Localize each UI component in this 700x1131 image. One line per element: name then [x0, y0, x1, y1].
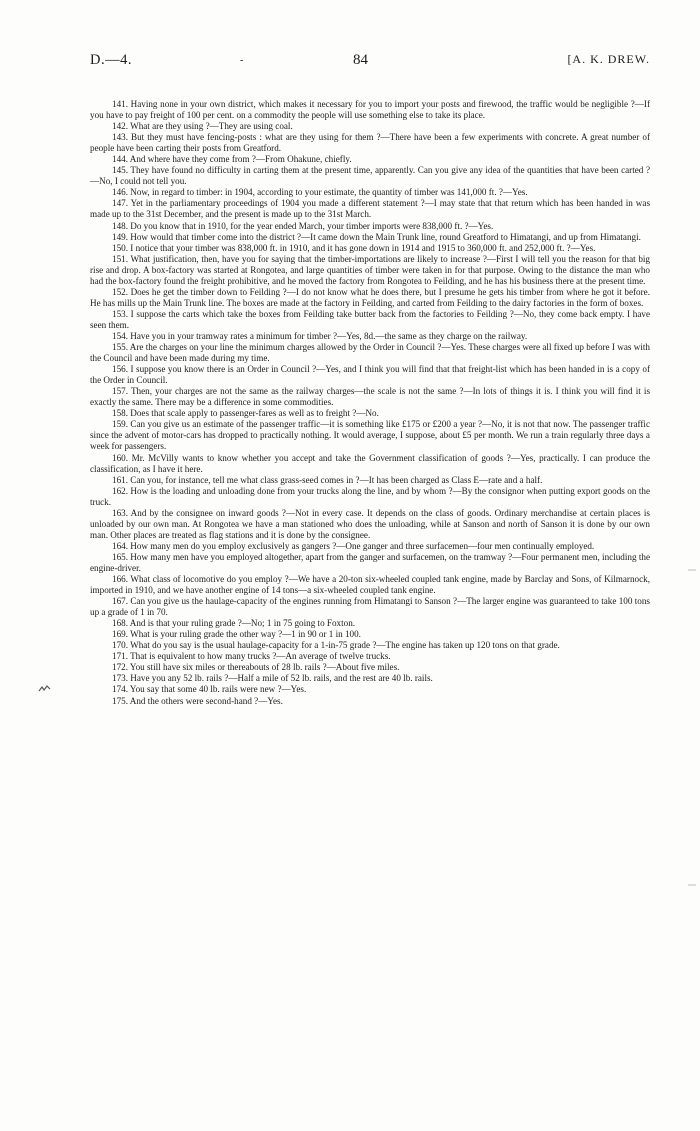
- paragraph-171: 171. That is equivalent to how many trucks ?—An average of twelve trucks.: [112, 651, 391, 662]
- paragraph-148: 148. Do you know that in 1910, for the year ended March, your timber imports were 838,000 ft. ?—Yes.: [112, 220, 494, 231]
- paragraph-143: 143. But they must have fencing-posts : what are they using for them ?—There have been a few experiments with concrete. A great number of people have been carting their posts from Greatford.: [90, 132, 650, 154]
- paragraph-156: 156. I suppose you know there is an Order in Council ?—Yes, and I think you will find that that freight-list which has been handed in is a copy of the Order in Council.: [90, 364, 650, 386]
- header-dash: -: [240, 55, 244, 66]
- paragraph-162: 162. How is the loading and unloading done from your trucks along the line, and by whom ?—By the consignor when putting export goods on the truck.: [90, 485, 650, 507]
- paragraph-161: 161. Can you, for instance, tell me what class grass-seed comes in ?—It has been charged as Class E—rate and a half.: [112, 474, 543, 485]
- paragraph-146: 146. Now, in regard to timber: in 1904, according to your estimate, the quantity of timber was 141,000 ft. ?—Yes.: [112, 187, 528, 198]
- paragraph-159: 159. Can you give us an estimate of the passenger traffic—it is something like £175 or £200 a year ?—No, it is not that now. The passenger traffic since the advent of motor-cars has dropped to practically nothing. It would average, I suppose, about £5 per month. We run a train regularly three days a week for passengers.: [90, 419, 650, 452]
- paragraph-144: 144. And where have they come from ?—From Ohakune, chiefly.: [112, 154, 352, 165]
- document-body: [90, 99, 650, 707]
- paragraph-152: 152. Does he get the timber down to Feilding ?—I do not know what he does there, but I presume he gets his timber from where he got it before. He has mills up the Main Trunk line. The boxes are made at the factory in Feilding, and carted from Feilding to the dairy factories in the form of boxes.: [90, 286, 650, 308]
- paragraph-149: 149. How would that timber come into the district ?—It came down the Main Trunk line, round Greatford to Himatangi, and up from Himatangi.: [112, 231, 641, 242]
- paragraph-166: 166. What class of locomotive do you employ ?—We have a 20-ton six-wheeled coupled tank engine, made by Barclay and Sons, of Kilmarnock, imported in 1910, and we have another engine of 14 tons—a six-wheeled coupled tank engine.: [90, 574, 650, 596]
- page-header: [90, 52, 650, 72]
- paragraph-165: 165. How many men have you employed altogether, apart from the ganger and surfacemen, on the tramway ?—Four permanent men, including the engine-driver.: [90, 551, 650, 573]
- scan-edge-mark-icon: [688, 880, 696, 889]
- witness-name: [A. K. DREW.: [567, 52, 650, 66]
- scan-edge-mark-icon: [688, 565, 696, 574]
- paragraph-151: 151. What justification, then, have you for saying that the timber-importations are likely to increase ?—First I will tell you the reason for that big rise and drop. A box-factory was started at Rongotea, and large quantities of timber were taken in for that purpose. Owing to the distance the man who had the box-factory found the freight prohibitive, and he moved the factory from Rongotea to Feilding, and he has his business there at the present time.: [90, 253, 650, 286]
- document-code: D.—4.: [90, 52, 132, 68]
- paragraph-170: 170. What do you say is the usual haulage-capacity for a 1-in-75 grade ?—The engine has taken up 120 tons on that grade.: [112, 640, 560, 651]
- paragraph-164: 164. How many men do you employ exclusively as gangers ?—One ganger and three surfacemen—four men continually employed.: [112, 540, 595, 551]
- paragraph-154: 154. Have you in your tramway rates a minimum for timber ?—Yes, 8d.—the same as they charge on the railway.: [112, 330, 528, 341]
- paragraph-169: 169. What is your ruling grade the other way ?—1 in 90 or 1 in 100.: [112, 629, 361, 640]
- paragraph-175: 175. And the others were second-hand ?—Yes.: [112, 695, 283, 706]
- paragraph-147: 147. Yet in the parliamentary proceedings of 1904 you made a different statement ?—I may state that that return which has been handed in was made up to the 31st December, and the present is made up to the 31st March.: [90, 198, 650, 220]
- paragraph-163: 163. And by the consignee on inward goods ?—Not in every case. It depends on the class of goods. Ordinary merchandise at certain places is unloaded by our own man. At Rongotea we have a man stationed who does the unloading, while at Sanson and north of Sanson it is done by our own man. Other places are treated as flag stations and it is done by the consignee.: [90, 507, 650, 540]
- paragraph-173: 173. Have you any 52 lb. rails ?—Half a mile of 52 lb. rails, and the rest are 40 lb. rails.: [112, 673, 433, 684]
- page-number: 84: [353, 52, 368, 68]
- margin-mark-icon: [38, 685, 52, 696]
- paragraph-160: 160. Mr. McVilly wants to know whether you accept and take the Government classification of goods ?—Yes, practically. I can produce the classification, as I have it here.: [90, 452, 650, 474]
- paragraph-141: 141. Having none in your own district, which makes it necessary for you to import your posts and firewood, the traffic would be negligible ?—If you have to pay freight of 100 per cent. on a commodity the people will use something else to take its place.: [90, 99, 650, 121]
- paragraph-142: 142. What are they using ?—They are using coal.: [112, 121, 293, 132]
- paragraph-167: 167. Can you give us the haulage-capacity of the engines running from Himatangi to Sanson ?—The larger engine was guaranteed to take 100 tons up a grade of 1 in 70.: [90, 596, 650, 618]
- paragraph-153: 153. I suppose the carts which take the boxes from Feilding take butter back from the factories to Feilding ?—No, they come back empty. I have seen them.: [90, 308, 650, 330]
- paragraph-172: 172. You still have six miles or thereabouts of 28 lb. rails ?—About five miles.: [112, 662, 400, 673]
- paragraph-145: 145. They have found no difficulty in carting them at the present time, apparently. Can you give any idea of the quantities that have been carted ?—No, I could not tell you.: [90, 165, 650, 187]
- paragraph-174: 174. You say that some 40 lb. rails were new ?—Yes.: [112, 684, 307, 695]
- paragraph-158: 158. Does that scale apply to passenger-fares as well as to freight ?—No.: [112, 408, 379, 419]
- paragraph-168: 168. And is that your ruling grade ?—No; 1 in 75 going to Foxton.: [112, 618, 356, 629]
- paragraph-157: 157. Then, your charges are not the same as the railway charges—the scale is not the same ?—In lots of things it is. I think you will find it is exactly the same. There may be a difference in some commodities.: [90, 386, 650, 408]
- paragraph-155: 155. Are the charges on your line the minimum charges allowed by the Order in Council ?—Yes. These charges were all fixed up before I was with the Council and have been made during my time.: [90, 342, 650, 364]
- paragraph-150: 150. I notice that your timber was 838,000 ft. in 1910, and it has gone down in 1914 and 1915 to 360,000 ft. and 252,000 ft. ?—Yes.: [112, 242, 596, 253]
